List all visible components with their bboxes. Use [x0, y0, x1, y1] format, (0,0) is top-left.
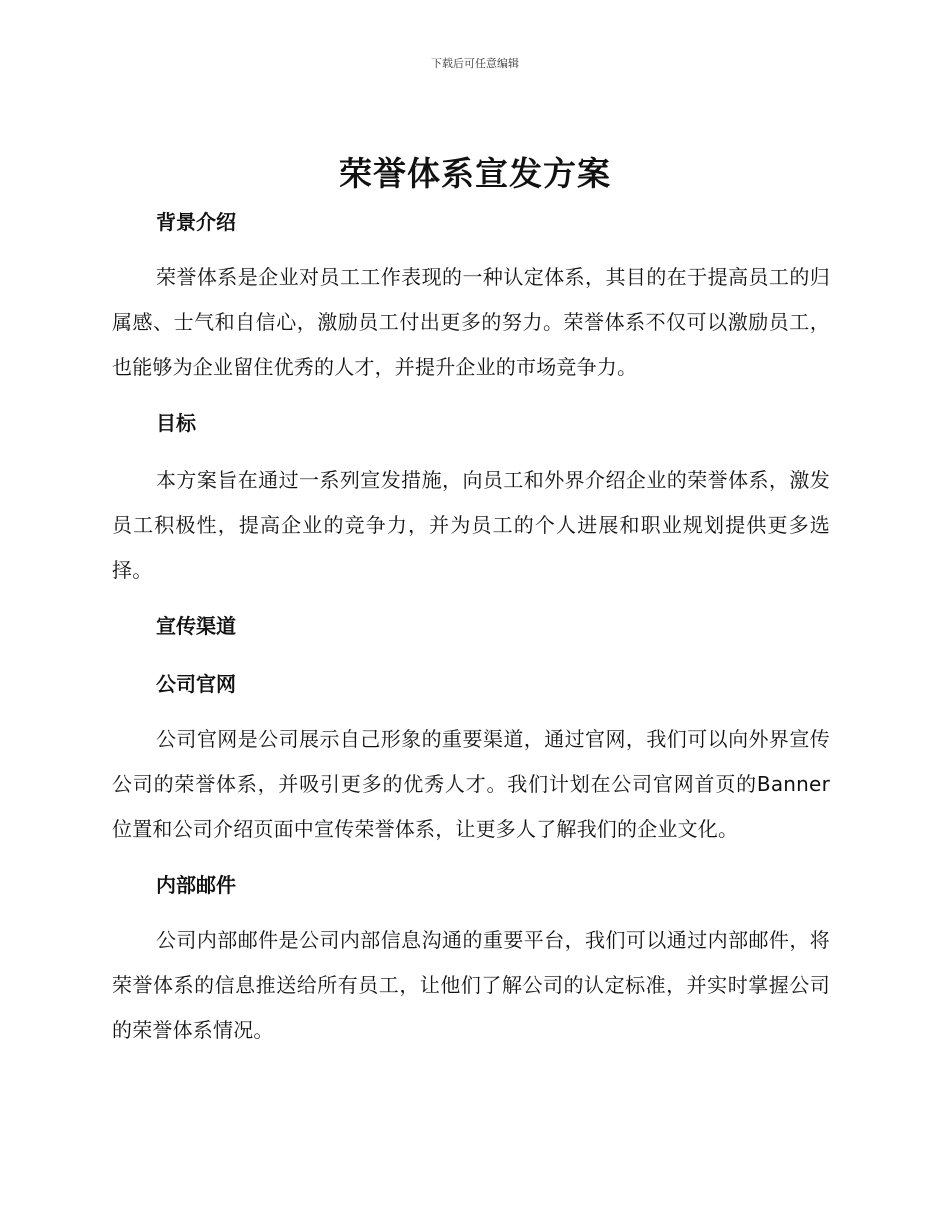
document-body [112, 203, 830, 1067]
heading-internal-mail: 内部邮件 [156, 873, 236, 897]
header-note: 下载后可任意编辑 [431, 57, 519, 70]
paragraph-internal-mail: 公司内部邮件是公司内部信息沟通的重要平台，我们可以通过内部邮件，将荣誉体系的信息推送给所有员工，让他们了解公司的认定标准，并实时掌握公司的荣誉体系情况。 [112, 928, 830, 1042]
paragraph-website: 公司官网是公司展示自己形象的重要渠道，通过官网，我们可以向外界宣传公司的荣誉体系，并吸引更多的优秀人才。我们计划在公司官网首页的Banner位置和公司介绍页面中宣传荣誉体系，让更多人了解我们的企业文化。 [112, 727, 830, 841]
heading-goal: 目标 [156, 411, 196, 435]
paragraph-background: 荣誉体系是企业对员工工作表现的一种认定体系，其目的在于提高员工的归属感、士气和自信心，激励员工付出更多的努力。荣誉体系不仅可以激励员工，也能够为企业留住优秀的人才，并提升企业的市场竞争力。 [112, 265, 830, 379]
heading-website: 公司官网 [156, 672, 236, 696]
paragraph-goal: 本方案旨在通过一系列宣发措施，向员工和外界介绍企业的荣誉体系，激发员工积极性，提高企业的竞争力，并为员工的个人进展和职业规划提供更多选择。 [112, 468, 830, 582]
heading-background: 背景介绍 [156, 210, 236, 234]
document-title: 荣誉体系宣发方案 [339, 154, 611, 193]
heading-channels: 宣传渠道 [156, 614, 236, 638]
